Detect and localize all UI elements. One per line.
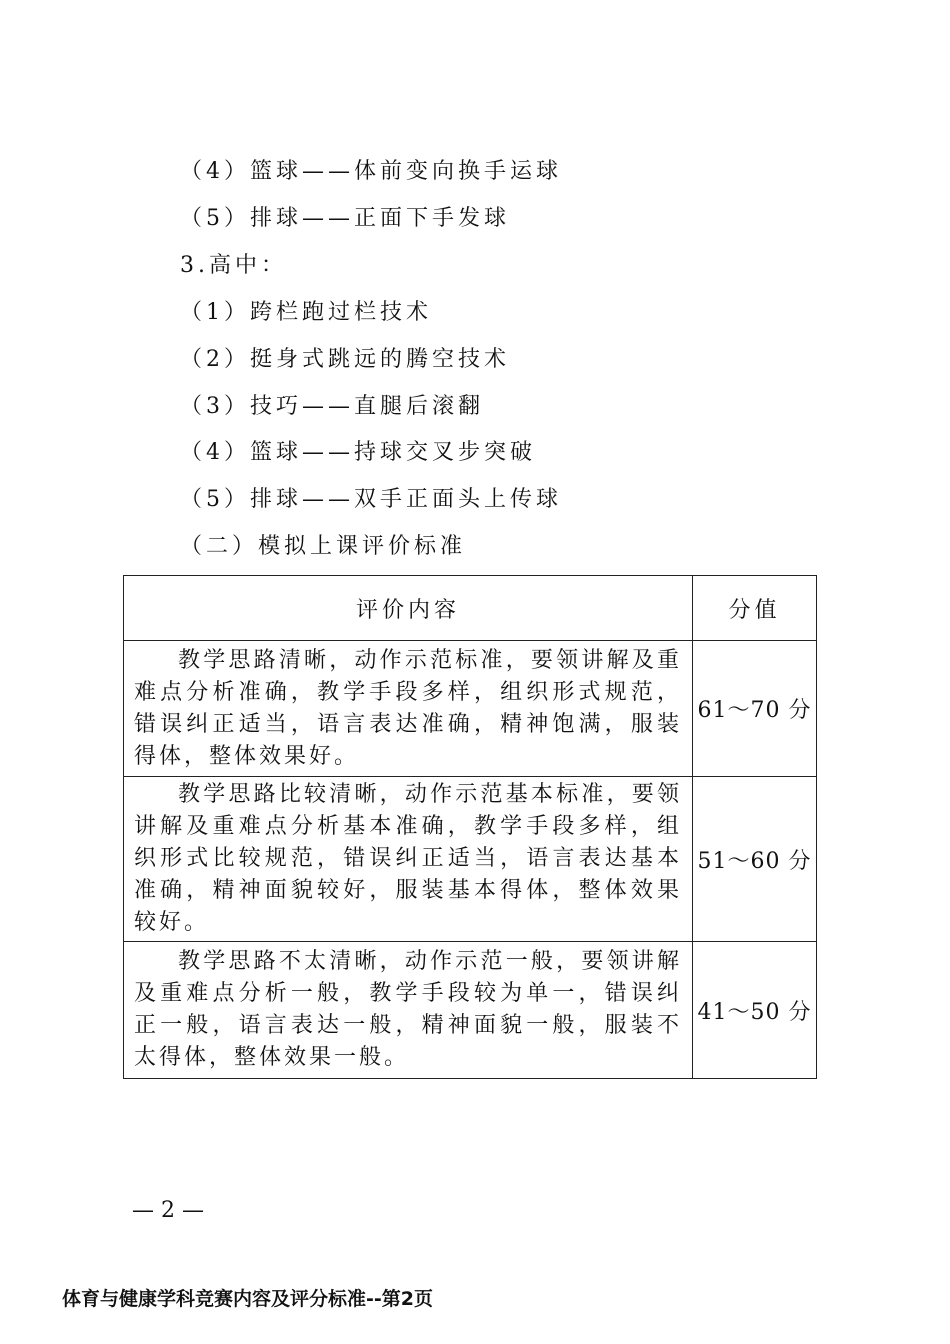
table-row: [124, 641, 817, 777]
document-footer: 体育与健康学科竞赛内容及评分标准--第2页: [62, 1288, 433, 1310]
item-hurdle-technique: （1）跨栏跑过栏技术: [180, 300, 432, 325]
header-content: 评价内容: [124, 576, 693, 641]
item-basketball-crossover: （4）篮球——体前变向换手运球: [180, 159, 562, 184]
item-basketball-crossover-step: （4）篮球——持球交叉步突破: [180, 440, 536, 465]
header-score: 分值: [693, 576, 817, 641]
item-long-jump-technique: （2）挺身式跳远的腾空技术: [180, 347, 510, 372]
item-volleyball-overhead-pass: （5）排球——双手正面头上传球: [180, 487, 562, 512]
table-row: [124, 942, 817, 1079]
score-range: 61～70 分: [693, 641, 817, 777]
item-backward-roll: （3）技巧——直腿后滚翻: [180, 394, 484, 419]
item-volleyball-underhand-serve: （5）排球——正面下手发球: [180, 206, 510, 231]
criteria-text: 教学思路比较清晰，动作示范基本标准，要领讲解及重难点分析基本准确，教学手段多样，组织形式比较规范，错误纠正适当，语言表达基本准确，精神面貌较好，服装基本得体，整体效果较好。: [124, 777, 693, 942]
evaluation-table: [123, 575, 817, 1079]
criteria-text: 教学思路不太清晰，动作示范一般，要领讲解及重难点分析一般，教学手段较为单一，错误纠正一般，语言表达一般，精神面貌一般，服装不太得体，整体效果一般。: [124, 942, 693, 1079]
table-row: [124, 777, 817, 942]
page-number: — 2 —: [132, 1198, 204, 1223]
score-range: 51～60 分: [693, 777, 817, 942]
section-evaluation-criteria-heading: （二）模拟上课评价标准: [180, 534, 467, 559]
table-header-row: [124, 576, 817, 641]
score-range: 41～50 分: [693, 942, 817, 1079]
section-high-school-heading: 3.高中：: [180, 253, 287, 278]
criteria-text: 教学思路清晰，动作示范标准，要领讲解及重难点分析准确，教学手段多样，组织形式规范，错误纠正适当，语言表达准确，精神饱满，服装得体，整体效果好。: [124, 641, 693, 777]
